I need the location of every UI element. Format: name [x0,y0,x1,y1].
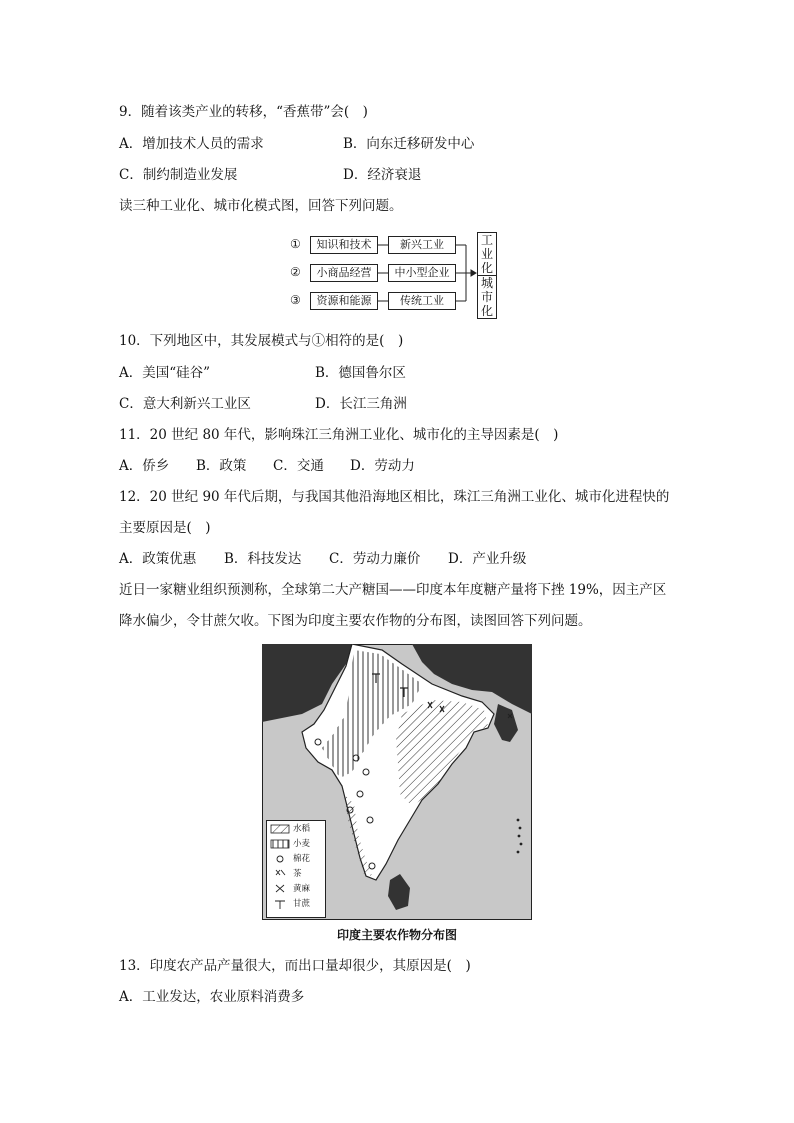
industrialization-model-diagram [290,230,500,320]
legend-rice: 水稻 [293,824,311,834]
q10-option-a: A．美国“硅谷” [119,365,211,381]
q9-option-b: B．向东迁移研发中心 [343,136,475,152]
q9-stem: 9．随着该类产业的转移，“香蕉带”会( ) [119,104,368,120]
diagram-num-2: ② [290,265,301,279]
q12-stem-line2: 主要原因是( ) [119,520,211,536]
legend-tea: 茶 [293,869,302,879]
q9-option-d: D．经济衰退 [343,167,422,183]
map-caption: 印度主要农作物分布图 [336,928,457,942]
diagram-industrialization-box [477,232,497,276]
map-intro-line2: 降水偏少，令甘蔗欠收。下图为印度主要农作物的分布图，读图回答下列问题。 [119,613,592,629]
diagram-intro: 读三种工业化、城市化模式图，回答下列问题。 [119,198,403,214]
q10-option-b: B．德国鲁尔区 [315,365,406,381]
diagram-left-box-3: 资源和能源 [310,292,378,310]
q11-option-b: B．政策 [196,458,247,474]
q11-option-a: A．侨乡 [119,458,170,474]
diagram-industrialization-label: 工业化 [481,233,494,275]
q11-option-c: C．交通 [273,458,324,474]
diagram-left-box-1: 知识和技术 [310,236,378,254]
diagram-num-3: ③ [290,293,301,307]
legend-jute: 黄麻 [293,884,311,894]
q12-option-b: B．科技发达 [224,551,302,567]
q9-option-a: A．增加技术人员的需求 [119,136,264,152]
diagram-mid-box-2: 中小型企业 [388,264,456,282]
map-legend [266,820,326,918]
diagram-mid-box-1: 新兴工业 [388,236,456,254]
q10-stem: 10．下列地区中，其发展模式与①相符的是( ) [119,333,404,349]
map-intro-line1: 近日一家糖业组织预测称，全球第二大产糖国——印度本年度糖产量将下挫 19%，因主产区 [119,582,667,598]
q13-option-a: A．工业发达，农业原料消费多 [119,989,305,1005]
q11-option-d: D．劳动力 [350,458,415,474]
q12-option-a: A．政策优惠 [119,551,197,567]
q10-option-d: D．长江三角洲 [315,396,407,412]
q13-stem: 13．印度农产品产量很大，而出口量却很少，其原因是( ) [119,958,471,974]
q12-option-c: C．劳动力廉价 [329,551,421,567]
q11-stem: 11．20 世纪 80 年代，影响珠江三角洲工业化、城市化的主导因素是( ) [119,427,559,443]
legend-sugarcane: 甘蔗 [293,899,311,909]
legend-cotton: 棉花 [293,854,311,864]
diagram-urbanization-label: 城市化 [481,276,494,318]
q9-option-c: C．制约制造业发展 [119,167,238,183]
q12-stem-line1: 12．20 世纪 90 年代后期，与我国其他沿海地区相比，珠江三角洲工业化、城市化进程快的 [119,489,670,505]
diagram-urbanization-box [477,275,497,319]
q10-option-c: C．意大利新兴工业区 [119,396,251,412]
diagram-num-1: ① [290,237,301,251]
diagram-mid-box-3: 传统工业 [388,292,456,310]
q12-option-d: D．产业升级 [448,551,527,567]
india-crop-map [262,644,532,920]
diagram-left-box-2: 小商品经营 [310,264,378,282]
legend-wheat: 小麦 [293,839,311,849]
